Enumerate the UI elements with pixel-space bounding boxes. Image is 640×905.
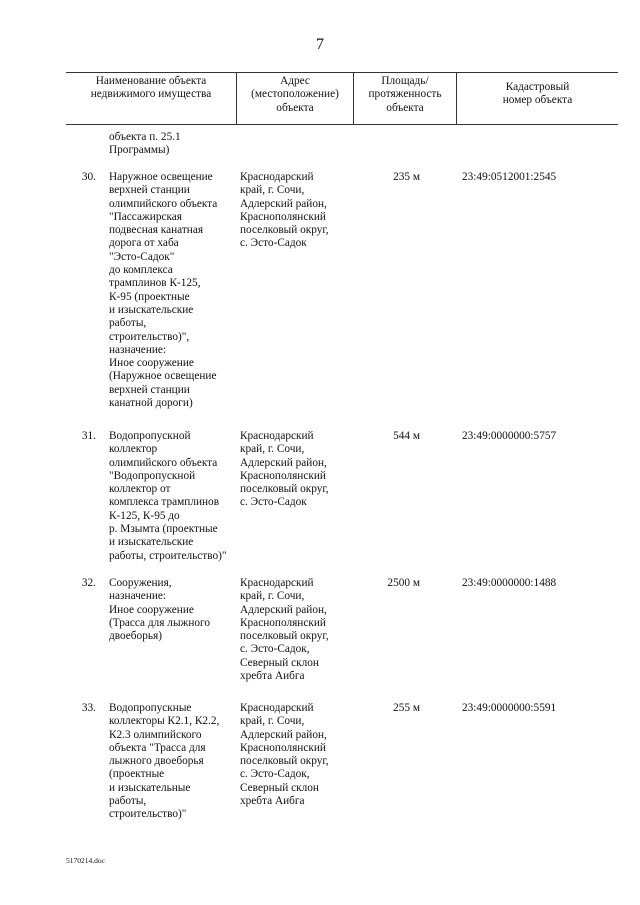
row-cadastral: 23:49:0512001:2545 — [462, 171, 557, 183]
row-number: 30. — [81, 171, 96, 183]
column-header-area: Площадь/ протяженность объекта — [368, 75, 442, 114]
row-cadastral: 23:49:0000000:5591 — [462, 702, 557, 714]
row-name: Сооружения, назначение: Иное сооружение (Трасса для лыжного двоеборья) — [109, 577, 211, 643]
row-cadastral: 23:49:0000000:5757 — [462, 430, 557, 442]
row-address: Краснодарский край, г. Сочи, Адлерский район, Краснополянский поселковый округ, с. Эсто-Садок — [240, 171, 329, 250]
header-top-rule — [66, 72, 618, 73]
column-header-cadastral: Кадастровый номер объекта — [502, 81, 573, 107]
column-header-name: Наименование объекта недвижимого имущества — [90, 75, 212, 101]
row-address: Краснодарский край, г. Сочи, Адлерский район, Краснополянский поселковый округ, с. Эсто-Садок, Северный склон хребта Аибга — [240, 577, 329, 683]
row-name: Водопропускной коллектор олимпийского объекта "Водопропускной коллектор от комплекса трамплинов К-125, К-95 до р. Мзымта (проектные и изыскательские работы, строительство)" — [109, 430, 227, 562]
continuation-text: объекта п. 25.1 Программы) — [109, 131, 181, 157]
header-bottom-rule — [66, 124, 618, 125]
row-area: 255 м — [393, 702, 420, 714]
row-area: 544 м — [393, 430, 420, 442]
row-cadastral: 23:49:0000000:1488 — [462, 577, 557, 589]
row-name: Водопропускные коллекторы К2.1, К2.2, К2.3 олимпийского объекта "Трасса для лыжного двоеборья (проектные и изыскательные работы, строительство)" — [109, 702, 220, 821]
row-address: Краснодарский край, г. Сочи, Адлерский район, Краснополянский поселковый округ, с. Эсто-Садок — [240, 430, 329, 509]
column-header-address: Адрес (местоположение) объекта — [251, 75, 339, 114]
row-area: 235 м — [393, 171, 420, 183]
row-number: 32. — [81, 577, 96, 589]
row-area: 2500 м — [387, 577, 420, 589]
row-number: 31. — [81, 430, 96, 442]
page-number: 7 — [316, 36, 324, 53]
row-number: 33. — [81, 702, 96, 714]
footer-filename: 5170214.doc — [66, 856, 105, 865]
row-address: Краснодарский край, г. Сочи, Адлерский район, Краснополянский поселковый округ, с. Эсто-Садок, Северный склон хребта Аибга — [240, 702, 329, 808]
row-name: Наружное освещение верхней станции олимпийского объекта "Пассажирская подвесная канатная дорога от хаба "Эсто-Садок" до комплекса трамплинов К-125, К-95 (проектные и изыскательские работы, строительство)", назначение: Иное сооружение (Наружное освещение верхней станции канатной дороги) — [109, 171, 218, 410]
